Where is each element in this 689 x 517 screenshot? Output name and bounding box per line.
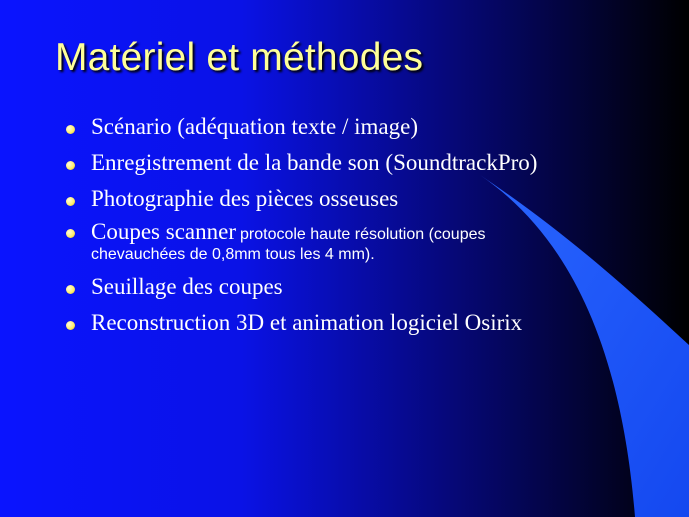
bullet-detail: protocole haute résolution (coupes <box>240 226 486 243</box>
bullet-dot-icon <box>66 229 75 238</box>
list-item <box>60 274 660 303</box>
bullet-dot-icon <box>66 125 75 134</box>
list-item <box>60 150 660 179</box>
bullet-dot-icon <box>66 285 75 294</box>
list-item <box>60 186 660 215</box>
list-item <box>60 219 660 265</box>
bullet-list <box>60 114 660 346</box>
bullet-text: Seuillage des coupes <box>91 274 283 299</box>
bullet-dot-icon <box>66 321 75 330</box>
bullet-text: Enregistrement de la bande son (SoundtrackPro) <box>91 150 538 175</box>
list-item <box>60 310 660 339</box>
bullet-dot-icon <box>66 197 75 206</box>
bullet-text: Reconstruction 3D et animation logiciel Osirix <box>91 310 523 335</box>
bullet-dot-icon <box>66 161 75 170</box>
list-item <box>60 114 660 143</box>
bullet-text: Photographie des pièces osseuses <box>91 186 399 211</box>
bullet-text: Coupes scanner <box>91 219 236 244</box>
bullet-text: Scénario (adéquation texte / image) <box>91 114 418 139</box>
bullet-detail: chevauchées de 0,8mm tous les 4 mm). <box>91 246 375 263</box>
slide-title: Matériel et méthodes <box>55 36 424 79</box>
